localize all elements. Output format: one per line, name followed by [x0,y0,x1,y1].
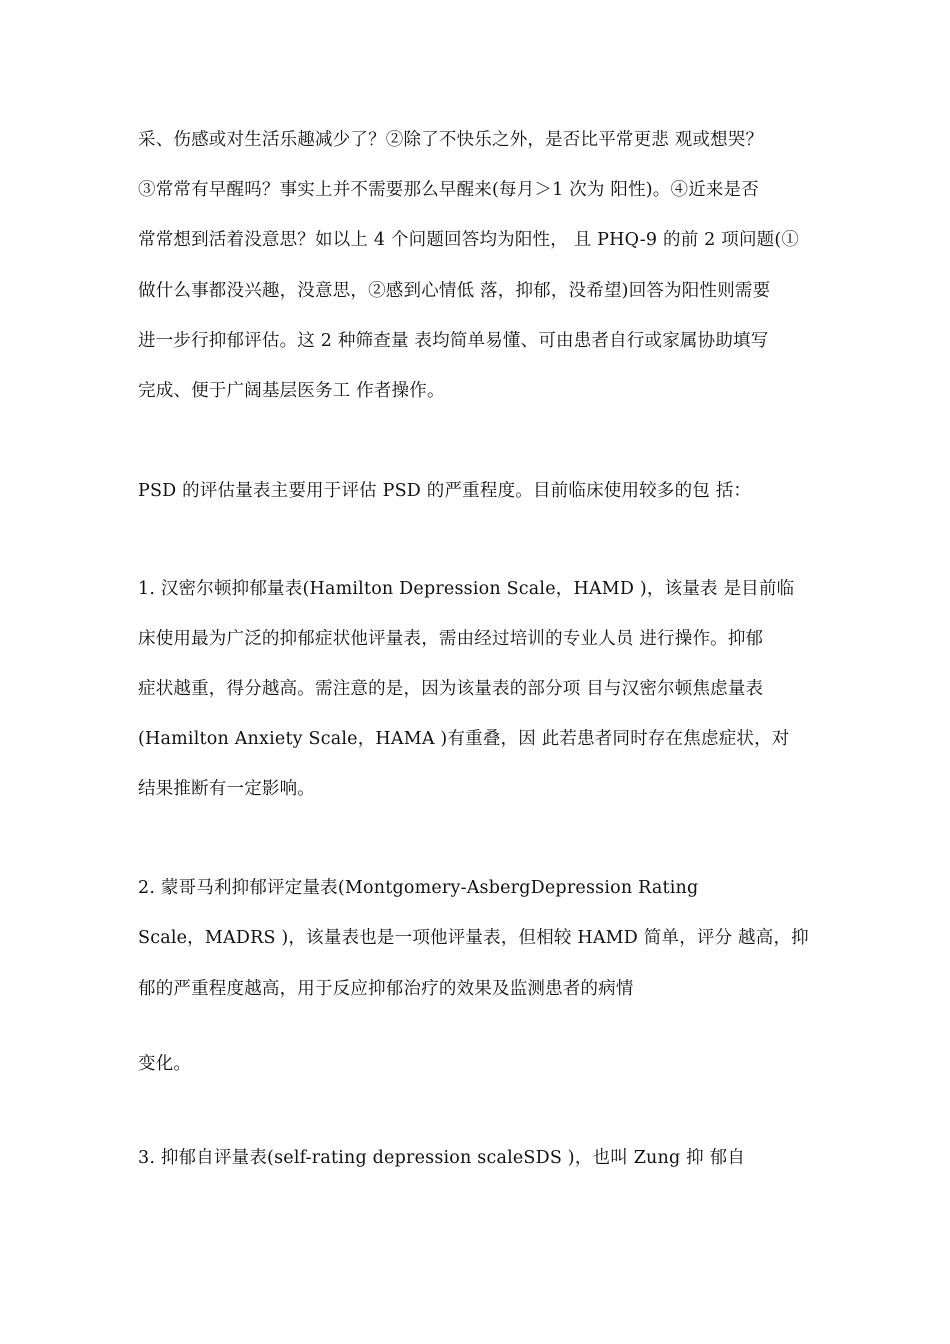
text-line: (Hamilton Anxiety Scale，HAMA )有重叠，因 此若患者同时存在焦虑症状，对 [138,729,790,749]
text-line: PSD 的评估量表主要用于评估 PSD 的严重程度。目前临床使用较多的包 括： [138,481,752,501]
text-line: 进一步行抑郁评估。这 2 种筛查量 表均简单易懂、可由患者自行或家属协助填写 [138,331,769,351]
text-line: 常常想到活着没意思？如以上 4 个问题回答均为阳性， 且 PHQ-9 的前 2 项问题(① [138,230,800,250]
text-line: 结果推断有一定影响。 [138,779,315,799]
text-line: 3. 抑郁自评量表(self-rating depression scaleSDS )，也叫 Zung 抑 郁自 [138,1148,746,1168]
text-line: ③常常有早醒吗？事实上并不需要那么早醒来(每月＞1 次为 阳性)。④近来是否 [138,180,760,200]
text-line: 床使用最为广泛的抑郁症状他评量表，需由经过培训的专业人员 进行操作。抑郁 [138,629,764,649]
text-line: 1. 汉密尔顿抑郁量表(Hamilton Depression Scale，HAMD )，该量表 是目前临 [138,579,795,599]
text-line: 完成、便于广阔基层医务工 作者操作。 [138,381,445,401]
text-line: 2. 蒙哥马利抑郁评定量表(Montgomery-AsbergDepression Rating [138,878,699,898]
text-line: 症状越重，得分越高。需注意的是，因为该量表的部分项 目与汉密尔顿焦虑量表 [138,679,764,699]
text-line: 采、伤感或对生活乐趣减少了？②除了不快乐之外，是否比平常更悲 观或想哭？ [138,130,764,150]
text-line: Scale，MADRS )，该量表也是一项他评量表，但相较 HAMD 简单，评分 越高，抑 [138,928,809,948]
text-line: 做什么事都没兴趣，没意思，②感到心情低 落，抑郁，没希望)回答为阳性则需要 [138,281,771,301]
text-line: 变化。 [138,1054,192,1074]
text-line: 郁的严重程度越高，用于反应抑郁治疗的效果及监测患者的病情 [138,979,634,999]
